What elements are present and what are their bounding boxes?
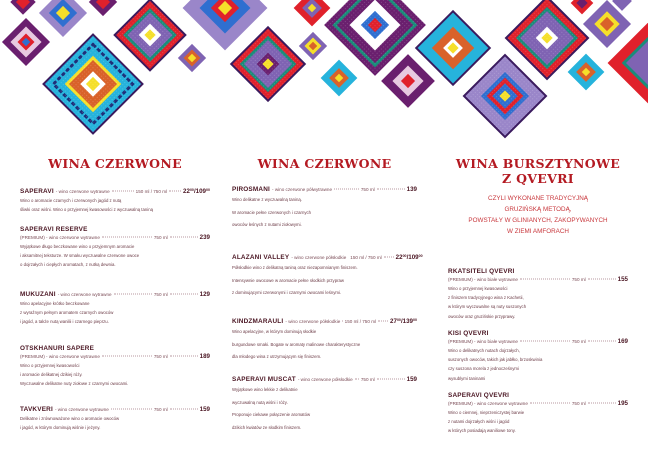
wine-description: Wino apelacyjne, w którym dominują słodkie bbox=[232, 329, 317, 334]
wine-volume: 750 ml bbox=[360, 377, 375, 382]
wine-name: SAPERAVI MUSCAT bbox=[232, 376, 296, 383]
wine-description: w którym wyczuwalne są nuty suszonych bbox=[448, 304, 527, 310]
wine-volume: 750 ml bbox=[153, 235, 168, 240]
wine-description: suszonych owoców, takich jak jabłko, brzoskwinia bbox=[448, 357, 543, 363]
wine-volume: 750 ml bbox=[571, 339, 586, 344]
wine-price: 239 bbox=[199, 234, 210, 241]
wine-volume: 750 ml bbox=[153, 354, 168, 359]
wine-description: Proponuje ciekawe połączenie aromatów bbox=[232, 412, 311, 417]
wine-name: MUKUZANI bbox=[20, 291, 56, 298]
wine-description: Wino o delikatnych nutach dojrzałych, bbox=[448, 348, 520, 353]
wine-kind: (PREMIUM) - wino czerwone wytrawne bbox=[20, 354, 100, 359]
wine-price: $22^{00}/109^{00}$ bbox=[395, 254, 423, 261]
leader-dots bbox=[111, 409, 152, 410]
wine-price: 159 bbox=[406, 376, 417, 383]
wine-item-saperavi-muscat bbox=[232, 376, 417, 434]
wine-description: śliwki oraz wiśni. Wino o przyjemnej kwasowości z wyczuwalną taniną bbox=[20, 207, 154, 213]
wine-name: PIROSMANI bbox=[232, 186, 271, 193]
wine-kind: (PREMIUM) - wino białe wytrawne bbox=[448, 339, 518, 344]
wine-kind: - wino czerwone półsłodkie bbox=[285, 319, 341, 324]
wine-item-saperavi bbox=[20, 186, 210, 214]
wine-description: Wino o ciemnej, nieprzeniczystej barwie bbox=[448, 410, 525, 415]
leader-dots bbox=[588, 279, 616, 280]
column-red-wines-2 bbox=[232, 150, 423, 430]
wine-name: OTSKHANURI SAPERE bbox=[20, 345, 95, 352]
leader-dots bbox=[520, 341, 570, 342]
wine-description: dzikich kwiatów ze słodkim finiszem. bbox=[232, 424, 302, 430]
wine-description: W aromacie pełne czerwonych i czarnych bbox=[232, 209, 312, 215]
wine-description: Wyjątkowe długo beczkowane wino o przyjemnym aromacie bbox=[20, 244, 135, 249]
wine-name: KINDZMARAULI bbox=[232, 318, 284, 325]
wine-description: i aromacie delikatnej dzikiej róży. bbox=[20, 372, 83, 378]
wine-volume: 750 ml bbox=[571, 277, 586, 282]
wine-kind: - wino czerwone wytrawne bbox=[54, 407, 109, 412]
wine-name: ALAZANI VALLEY bbox=[232, 254, 290, 261]
wine-volume: 750 ml bbox=[571, 401, 586, 406]
wine-item-pirosmani bbox=[232, 186, 417, 232]
leader-dots bbox=[169, 191, 181, 192]
leader-dots bbox=[520, 279, 570, 280]
wine-item-kisi-qvevri bbox=[448, 329, 628, 383]
section-title: WINA CZERWONE bbox=[257, 156, 392, 171]
wine-description: Wyjątkowe wino lekkie z delikatnie bbox=[232, 387, 298, 392]
wine-kind: (PREMIUM) - wino czerwone wytrawne bbox=[20, 235, 100, 240]
leader-dots bbox=[170, 294, 198, 295]
wine-description: o dojrzałych i ciepłych aromatach, z nutką dewnia. bbox=[20, 262, 116, 268]
wine-description: w których posiadają waniliowe tony. bbox=[448, 428, 516, 434]
leader-dots bbox=[377, 379, 405, 380]
wine-price: 189 bbox=[199, 353, 210, 360]
leader-dots bbox=[102, 356, 152, 357]
leader-dots bbox=[355, 379, 359, 380]
wine-description: i jagód, w którym dominują wiśnie i jeżyny. bbox=[20, 425, 101, 431]
wine-description: owoców leśnych z nutami ziołowymi. bbox=[232, 222, 302, 227]
wine-kind: - wino czerwone półsłodkie bbox=[297, 377, 353, 382]
wine-description: z nutami dojrzałych wiśni i jagód bbox=[448, 419, 510, 425]
wine-description: i aksamitnej teksturze. W smaku wyczuwalne czerwone owoce bbox=[20, 253, 140, 259]
wine-description: wysublymi taninami bbox=[448, 375, 486, 381]
wine-volume: 150 ml / 750 ml bbox=[350, 255, 382, 260]
leader-dots bbox=[112, 191, 134, 192]
ornament-band bbox=[0, 0, 648, 150]
wine-volume: 750 ml bbox=[360, 187, 375, 192]
wine-name: TAVKVERI bbox=[20, 406, 53, 413]
leader-dots bbox=[170, 237, 198, 238]
wine-kind: (PREMIUM) - wino czerwone wytrawne bbox=[448, 401, 528, 406]
wine-kind: - wino czerwone wytrawne bbox=[57, 292, 112, 297]
wine-description: Półsłodkie wino z delikatną taniną oraz niezapomnianym finiszem. bbox=[232, 265, 358, 270]
leader-dots bbox=[102, 237, 152, 238]
wine-description: Wyczuwalne delikatne nuty ziołowe z czarnymi owocami. bbox=[20, 381, 129, 387]
wine-volume: 150 ml / 750 ml bbox=[344, 319, 377, 324]
leader-dots bbox=[378, 321, 388, 322]
wine-price: 139 bbox=[406, 186, 417, 193]
wine-item-mukuzani bbox=[20, 291, 210, 327]
wine-description: z finiszem tradycyjnego wina z Kachetii, bbox=[448, 295, 524, 301]
wine-description: Wino delikatne z wyczuwalną taniną. bbox=[232, 197, 302, 202]
wine-price: 155 bbox=[617, 276, 628, 283]
wine-name: RKATSITELI QVEVRI bbox=[448, 268, 515, 275]
wine-description: Delikatne i zrównoważone wino o aromacie owoców bbox=[20, 416, 120, 421]
wine-name: KISI QVEVRI bbox=[448, 330, 489, 337]
wine-item-tavkveri bbox=[20, 406, 210, 432]
wine-item-saperavi-qvevri bbox=[448, 391, 628, 436]
section-title: WINA CZERWONE bbox=[48, 156, 182, 171]
wine-item-kindzmarauli bbox=[232, 316, 417, 364]
column-red-wines-1 bbox=[20, 150, 210, 431]
leader-dots bbox=[377, 189, 405, 190]
wine-item-saperavi-reserve bbox=[20, 225, 210, 270]
wine-name: SAPERAVI RESERVE bbox=[20, 226, 88, 233]
leader-dots bbox=[588, 341, 616, 342]
wine-price: $27^{00}/139^{00}$ bbox=[390, 318, 417, 325]
wine-kind: - wino czerwone wytrawne bbox=[55, 189, 110, 194]
wine-name: SAPERAVI QVEVRI bbox=[448, 392, 510, 399]
wine-description: owoców oraz gruzińskie przyprawy. bbox=[448, 313, 516, 319]
wine-item-rkatsiteli-qvevri bbox=[448, 267, 628, 321]
wine-price: 129 bbox=[199, 291, 210, 298]
wine-description: z wyraźnym pełnym aromatem czarnych owoców bbox=[20, 310, 114, 316]
wine-description: z dominującymi czerwonymi i czarnymi owocami leśnymi. bbox=[232, 290, 342, 295]
wine-price: 169 bbox=[617, 338, 628, 345]
leader-dots bbox=[170, 356, 198, 357]
wine-item-alazani-valley bbox=[232, 252, 423, 300]
wine-price: $22^{00}/109^{00}$ bbox=[183, 188, 210, 195]
leader-dots bbox=[588, 403, 616, 404]
wine-kind: (PREMIUM) - wino białe wytrawne bbox=[448, 277, 518, 282]
leader-dots bbox=[334, 189, 359, 190]
section-title: WINA BURSZTYNOWE Z QVEVRI bbox=[455, 156, 621, 186]
wine-description: i jagód, a także nutą wanilii i czarnego pieprzu. bbox=[20, 319, 109, 325]
wine-description: Wino o przyjemnej kwasowości bbox=[20, 363, 80, 368]
leader-dots bbox=[530, 403, 570, 404]
wine-volume: 750 ml bbox=[153, 292, 168, 297]
leader-dots bbox=[384, 257, 394, 258]
wine-description: burgundowe smaki. Bogate w aromaty malinowe charakterystyczne bbox=[232, 341, 361, 347]
wine-description: Wino o aromacie czarnych i czerwonych jagód z nutą bbox=[20, 198, 122, 203]
wine-volume: 150 ml / 750 ml bbox=[135, 189, 168, 194]
wine-item-otskhanuri-sapere bbox=[20, 344, 210, 389]
wine-description: dla młodego wina z utrzymującym się finiszem. bbox=[232, 354, 322, 359]
wine-description: Wino o przyjemnej kwasowości bbox=[448, 286, 508, 291]
wine-volume: 750 ml bbox=[153, 407, 168, 412]
wine-kind: - wino czerwone półwytrawne bbox=[272, 187, 333, 192]
wine-description: czy suszona morela z jednocześnymi bbox=[448, 366, 519, 372]
wine-description: Wino apelacyjne krótko beczkowane bbox=[20, 301, 90, 306]
leader-dots bbox=[170, 409, 198, 410]
wine-price: 195 bbox=[617, 400, 628, 407]
wine-kind: - wino czerwone półsłodkie bbox=[291, 255, 347, 260]
wine-description: Intensywnie owocowe w aromacie pełne słodkich przypraw bbox=[232, 277, 345, 283]
section-subtitle: CZYLI WYKONANE TRADYCYJNĄ GRUZIŃSKĄ METODĄ, POWSTAŁY W GLINIANYCH, ZAKOPYWANYCH W ZIEMI AMFORACH bbox=[468, 195, 608, 235]
wine-name: SAPERAVI bbox=[20, 188, 54, 195]
wine-price: 159 bbox=[199, 406, 210, 413]
wine-description: wyczuwalną nutą wiśni i róży. bbox=[232, 399, 288, 405]
leader-dots bbox=[114, 294, 152, 295]
column-amber-wines bbox=[448, 150, 628, 434]
